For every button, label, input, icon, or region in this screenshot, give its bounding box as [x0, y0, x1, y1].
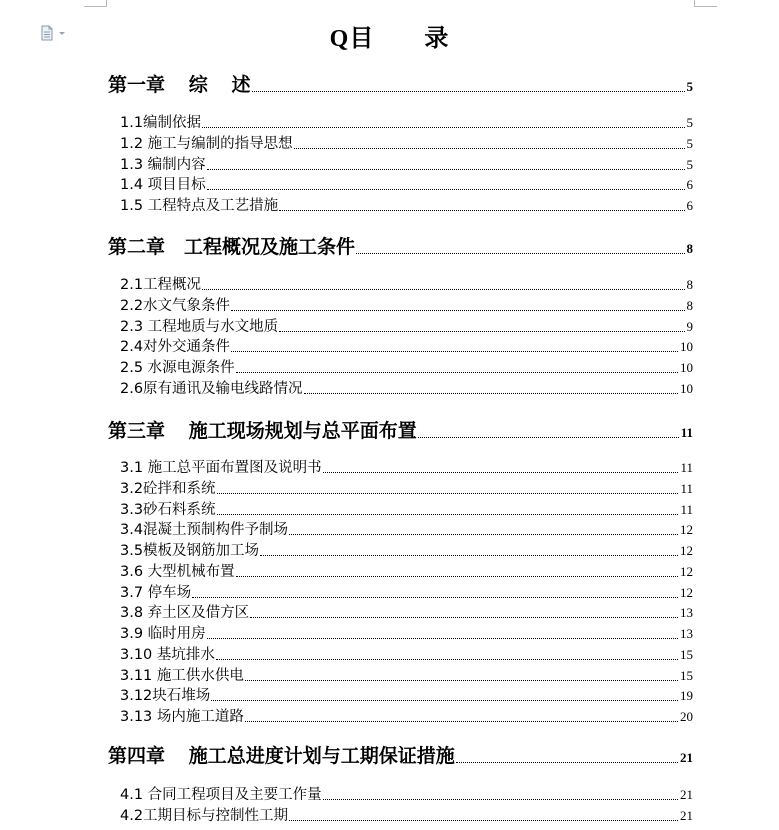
dot-leader: [231, 351, 678, 352]
section-title: 2.2水文气象条件: [120, 297, 231, 314]
page-number: 19: [680, 688, 693, 704]
dot-leader: [279, 331, 684, 332]
toc-chapter-entry[interactable]: [108, 71, 693, 97]
page-number: 8: [686, 241, 693, 256]
section-title: 4.1 合同工程项目及主要工作量: [120, 787, 322, 803]
toc-section-entry[interactable]: [120, 457, 693, 477]
section-title: 1.3 编制内容: [120, 156, 206, 173]
section-title: 3.13 场内施工道路: [120, 709, 244, 725]
section-title: 2.3 工程地质与水文地质: [120, 318, 279, 335]
page-corner-mark: [84, 0, 107, 7]
toc-section-entry[interactable]: [120, 805, 693, 825]
toc-section-entry[interactable]: [120, 665, 693, 685]
section-title: 3.11 施工供水供电: [120, 667, 244, 684]
section-title: 3.12块石堆场: [120, 688, 211, 705]
section-title: 3.1 施工总平面布置图及说明书: [120, 460, 322, 476]
section-title: 1.4 项目目标: [120, 177, 206, 194]
toc-section-entry[interactable]: [120, 195, 693, 215]
chapter-title: 第一章 综 述: [108, 75, 251, 96]
page-title: Q目 录: [329, 26, 450, 52]
section-title: 3.9 临时用房: [120, 626, 206, 642]
section-title: 3.6 大型机械布置: [120, 563, 235, 580]
page-number: 11: [680, 460, 693, 475]
section-title: 3.5模板及钢筋加工场: [120, 543, 260, 559]
page-number: 13: [680, 605, 693, 621]
page-number: 5: [686, 156, 693, 172]
page-number: 10: [680, 339, 693, 355]
dot-leader: [260, 555, 678, 556]
toc-section-entry[interactable]: [120, 378, 693, 398]
dot-leader: [217, 514, 679, 515]
toc-section-entry[interactable]: [120, 784, 693, 804]
dot-leader: [211, 700, 678, 701]
page-number: 11: [680, 501, 693, 517]
toc-section-entry[interactable]: [120, 685, 693, 705]
section-title: 3.2砼拌和系统: [120, 480, 216, 497]
page-number: 21: [680, 787, 693, 802]
page-number: 6: [686, 198, 693, 213]
page-number: 8: [686, 277, 693, 292]
dot-leader: [294, 148, 685, 149]
dot-leader: [250, 617, 678, 618]
toc-section-entry[interactable]: [120, 499, 693, 519]
toc-section-entry[interactable]: [120, 644, 693, 664]
section-title: 3.3砂石料系统: [120, 501, 216, 518]
page-corner-mark: [694, 0, 717, 7]
section-title: 3.4混凝土预制构件予制场: [120, 522, 289, 539]
toc-section-entry[interactable]: [120, 519, 693, 539]
dot-leader: [207, 169, 685, 170]
page-number: 21: [680, 807, 693, 823]
dot-leader: [216, 659, 678, 660]
page-number: 21: [680, 750, 693, 765]
page-number: 10: [680, 380, 693, 396]
page-number: 8: [686, 297, 693, 313]
dot-leader: [217, 493, 679, 494]
toc-section-entry[interactable]: [120, 561, 693, 581]
toc-chapter-entry[interactable]: [108, 233, 693, 259]
dot-leader: [202, 127, 684, 128]
page-number: 12: [680, 563, 693, 579]
chapter-title: 第四章 施工总进度计划与工期保证措施: [108, 746, 455, 767]
section-title: 1.2 施工与编制的指导思想: [120, 135, 293, 152]
toc-section-entry[interactable]: [120, 582, 693, 602]
section-title: 1.5 工程特点及工艺措施: [120, 198, 279, 214]
page-number: 13: [680, 626, 693, 641]
dot-leader: [192, 597, 678, 598]
section-title: 3.8 弃土区及借方区: [120, 605, 250, 622]
dot-leader: [207, 638, 678, 639]
toc-section-entry[interactable]: [120, 357, 693, 377]
page-number: 12: [680, 522, 693, 538]
dot-leader: [231, 310, 684, 311]
section-title: 4.2工期目标与控制性工期: [120, 807, 289, 824]
page-number: 5: [686, 135, 693, 151]
page-number: 12: [680, 584, 693, 600]
chapter-title: 第二章 工程概况及施工条件: [108, 237, 356, 258]
page-number: 20: [680, 709, 693, 724]
page-number: 5: [686, 79, 693, 94]
dot-leader: [323, 799, 678, 800]
toc-section-entry[interactable]: [120, 540, 693, 560]
dot-leader: [418, 437, 679, 438]
toc-section-entry[interactable]: [120, 706, 693, 726]
dot-leader: [289, 820, 678, 821]
page-number: 10: [680, 360, 693, 375]
dot-leader: [207, 189, 685, 190]
dot-leader: [279, 210, 684, 211]
dot-leader: [304, 393, 678, 394]
page-number: 5: [686, 115, 693, 130]
section-title: 2.1工程概况: [120, 277, 202, 293]
page-number: 9: [686, 318, 693, 334]
section-title: 2.6原有通讯及输电线路情况: [120, 380, 303, 397]
page-number: 15: [680, 646, 693, 662]
page-number: 6: [686, 177, 693, 193]
dot-leader: [356, 253, 684, 254]
toc-chapter-entry[interactable]: [108, 742, 693, 768]
toc-section-entry[interactable]: [120, 295, 693, 315]
dot-leader: [236, 372, 678, 373]
dot-leader: [245, 721, 678, 722]
page-number: 12: [680, 543, 693, 558]
section-title: 2.4对外交通条件: [120, 339, 231, 356]
page-number: 11: [680, 425, 693, 440]
dot-leader: [252, 91, 685, 92]
page-number: 15: [680, 667, 693, 683]
toc-section-entry[interactable]: [120, 478, 693, 498]
toc-section-entry[interactable]: [120, 336, 693, 356]
toc-section-entry[interactable]: [120, 274, 693, 294]
dot-leader: [202, 289, 684, 290]
dot-leader: [289, 534, 678, 535]
toc-section-entry[interactable]: [120, 623, 693, 643]
toc-section-entry[interactable]: [120, 154, 693, 174]
page-number: 11: [680, 480, 693, 496]
section-title: 3.10 基坑排水: [120, 646, 215, 663]
dot-leader: [456, 762, 678, 763]
toc-section-entry[interactable]: [120, 174, 693, 194]
section-title: 1.1编制依据: [120, 115, 202, 131]
section-title: 3.7 停车场: [120, 584, 192, 601]
toc-section-entry[interactable]: [120, 602, 693, 622]
chapter-title: 第三章 施工现场规划与总平面布置: [108, 421, 417, 442]
toc-section-entry[interactable]: [120, 316, 693, 336]
dot-leader: [245, 680, 678, 681]
toc-chapter-entry[interactable]: [108, 417, 693, 443]
section-title: 2.5 水源电源条件: [120, 360, 235, 376]
toc-section-entry[interactable]: [120, 112, 693, 132]
toc-section-entry[interactable]: [120, 133, 693, 153]
dot-leader: [236, 576, 678, 577]
dot-leader: [323, 472, 679, 473]
